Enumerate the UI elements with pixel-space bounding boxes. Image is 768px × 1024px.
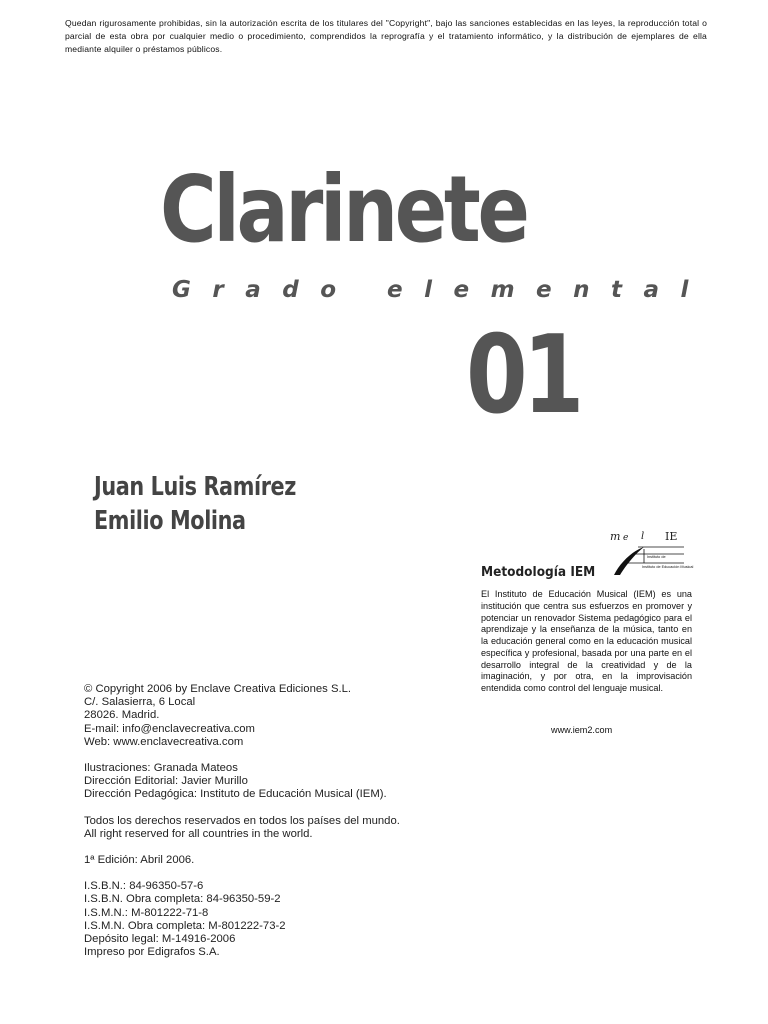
- author-2: Emilio Molina: [94, 506, 246, 536]
- code-line: I.S.M.N. Obra completa: M-801222-73-2: [84, 919, 286, 932]
- edition-info: 1ª Edición: Abril 2006.: [84, 854, 195, 867]
- svg-text:IE: IE: [665, 530, 678, 543]
- code-line: I.S.M.N.: M-801222-71-8: [84, 906, 209, 919]
- codes-info: [84, 880, 464, 959]
- iem-logo: [598, 527, 694, 579]
- publisher-line: Web: www.enclavecreativa.com: [84, 735, 244, 748]
- volume-number: 01: [466, 313, 580, 438]
- copyright-notice: Quedan rigurosamente prohibidas, sin la autorización escrita de los titulares del "Copyright", bajo las sanciones establecidas en las leyes, la reproducción total o parcial de esta obra por cualquier medio o procedimiento, comprendidos la reprografía y el tratamiento informático, y la distribución de ejemplares de ella mediante alquiler o préstamos públicos.: [65, 18, 707, 54]
- publisher-info: [84, 683, 464, 749]
- code-line: Impreso por Edigrafos S.A.: [84, 946, 220, 959]
- iem-logo-caption: Instituto de Educación Musical: [642, 565, 694, 569]
- publisher-line: 28026. Madrid.: [84, 709, 160, 722]
- code-line: I.S.B.N. Obra completa: 84-96350-59-2: [84, 893, 281, 906]
- svg-text:m: m: [610, 530, 621, 543]
- publisher-line: © Copyright 2006 by Enclave Creativa Ediciones S.L.: [84, 683, 352, 695]
- spacer: [84, 749, 464, 762]
- credits-block: [84, 683, 464, 959]
- staff-line: Dirección Pedagógica: Instituto de Educación Musical (IEM).: [84, 788, 387, 801]
- author-1: Juan Luis Ramírez: [94, 472, 296, 502]
- spacer: [84, 841, 464, 854]
- iem-logo-graphic: [598, 527, 694, 579]
- book-title: Clarinete: [160, 156, 527, 263]
- svg-text:Instituto de: Instituto de: [647, 555, 666, 559]
- rights-line: Todos los derechos reservados en todos los países del mundo.: [84, 814, 400, 827]
- publisher-line: E-mail: info@enclavecreativa.com: [84, 722, 255, 735]
- rights-line: All right reserved for all countries in the world.: [84, 827, 313, 840]
- iem-description: El Instituto de Educación Musical (IEM) es una institución que centra sus esfuerzos en promover y potenciar un renovador Sistema pedagógico para el aprendizaje y la enseñanza de la música, tanto en la educación general como en la educación musical específica y profesional, basada por una parte en el desarrollo integral de la creatividad y de la imaginación, y por otra, en la improvisación entendida como control del lenguaje musical.: [481, 589, 692, 693]
- svg-text:l: l: [641, 531, 645, 542]
- spacer: [84, 802, 464, 815]
- staff-line: Ilustraciones: Granada Mateos: [84, 762, 238, 775]
- staff-line: Dirección Editorial: Javier Murillo: [84, 775, 248, 788]
- book-subtitle: Grado elemental: [172, 277, 710, 303]
- publisher-line: C/. Salasierra, 6 Local: [84, 696, 196, 709]
- code-line: I.S.B.N.: 84-96350-57-6: [84, 880, 204, 893]
- code-line: Depósito legal: M-14916-2006: [84, 933, 236, 946]
- iem-heading: Metodología IEM: [481, 564, 596, 580]
- rights-info: [84, 815, 464, 841]
- iem-url: www.iem2.com: [551, 725, 613, 735]
- spacer: [84, 867, 464, 880]
- svg-text:e: e: [623, 533, 629, 543]
- staff-info: [84, 762, 464, 802]
